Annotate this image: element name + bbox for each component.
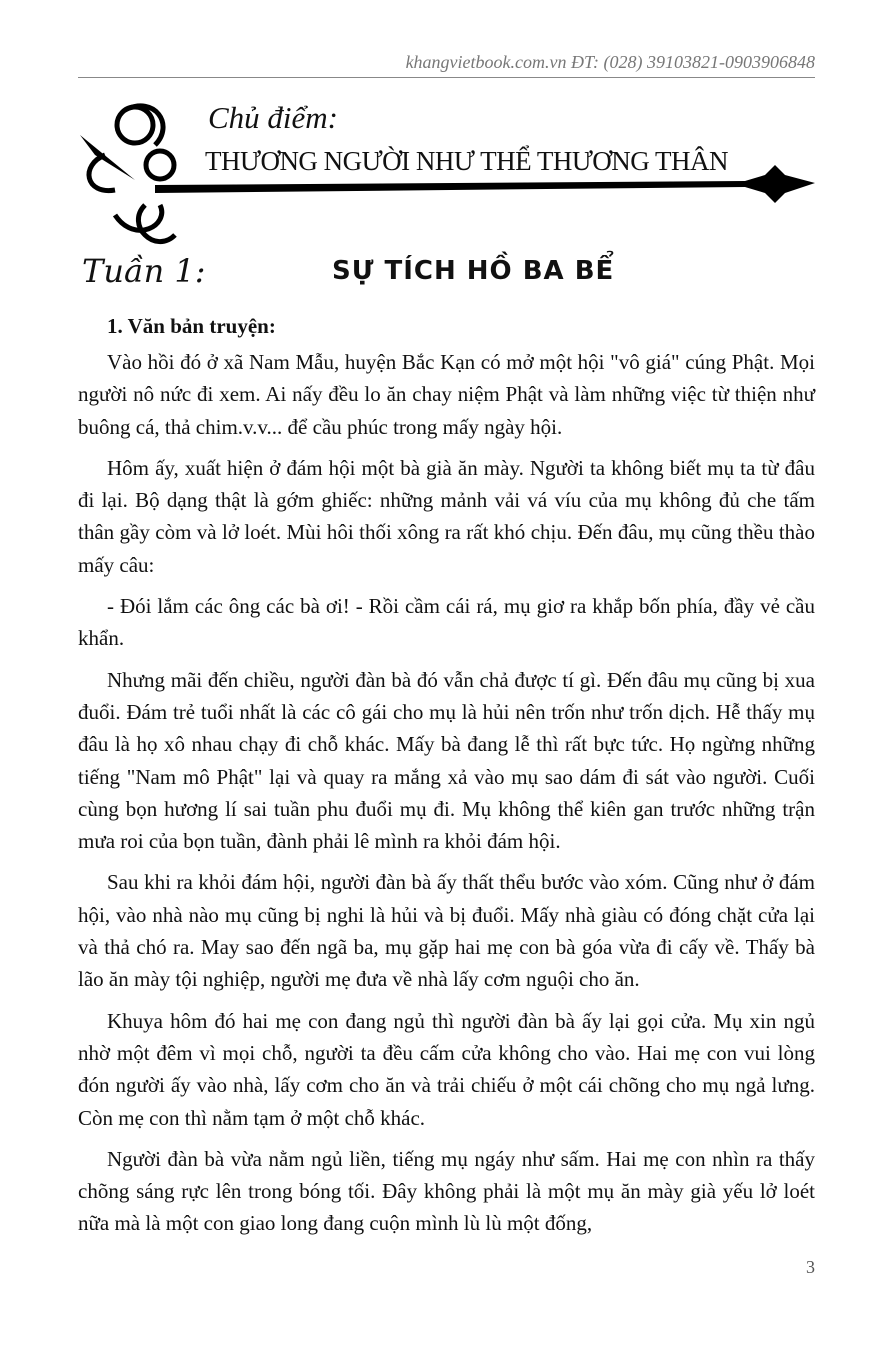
- page-number: 3: [806, 1257, 815, 1277]
- paragraph: Người đàn bà vừa nằm ngủ liền, tiếng mụ ngáy như sấm. Hai mẹ con nhìn ra thấy chõng sáng rực lên trong bóng tối. Đây không phải là một mụ ăn mày già yếu lở loét nữa mà là một con giao long đang cuộn mình lù lù một đống,: [78, 1146, 815, 1236]
- paragraph: Vào hồi đó ở xã Nam Mẫu, huyện Bắc Kạn có mở một hội "vô giá" cúng Phật. Mọi người nô nức đi xem. Ai nấy đều lo ăn chay niệm Phật và làm những việc từ thiện như buông cá, thả chim.v.v... để cầu phúc trong mấy ngày hội.: [78, 350, 815, 439]
- page-header: khangvietbook.com.vn ĐT: (028) 39103821-0903906848: [78, 52, 815, 78]
- paragraph: Khuya hôm đó hai mẹ con đang ngủ thì người đàn bà ấy lại gọi cửa. Mụ xin ngủ nhờ một đêm vì mọi chỗ, người ta đều cấm cửa không cho vào. Hai mẹ con vui lòng đón người ấy vào nhà, lấy cơm cho ăn và trải chiếu ở một cái chõng cho mụ ngả lưng. Còn mẹ con thì nằm tạm ở một chỗ khác.: [78, 1008, 815, 1130]
- paragraph: Hôm ấy, xuất hiện ở đám hội một bà già ăn mày. Người ta không biết mụ ta từ đâu đi lại. Bộ dạng thật là gớm ghiếc: những mảnh vải vá víu của mụ không đủ che tấm thân gầy còm và lở loét. Mùi hôi thối xông ra rất khó chịu. Đến đâu, mụ cũng thều thào mấy câu:: [78, 455, 815, 577]
- story-title: SỰ TÍCH HỒ BA BỂ: [332, 256, 615, 286]
- paragraph: Nhưng mãi đến chiều, người đàn bà đó vẫn chả được tí gì. Đến đâu mụ cũng bị xua đuổi. Đám trẻ tuổi nhất là các cô gái cho mụ là hủi nên trốn như trốn dịch. Hễ thấy mụ đâu là họ xô nhau chạy đi chỗ khác. Mấy bà đang lễ thì rất bực tức. Họ ngừng những tiếng "Nam mô Phật" lại và quay ra mắng xả vào mụ sao dám đi sát vào người. Cuối cùng bọn hương lí sai tuần phu đuổi mụ đi. Mụ không thể kiên gan trước những trận mưa roi của bọn tuần, đành phải lê mình ra khỏi đám hội.: [78, 667, 815, 854]
- section-heading: 1. Văn bản truyện:: [107, 314, 276, 338]
- paragraph: - Đói lắm các ông các bà ơi! - Rồi cầm cái rá, mụ giơ ra khắp bốn phía, đầy vẻ cầu khẩn.: [78, 594, 815, 651]
- story-body: [78, 310, 815, 1249]
- week-label: Tuần 1:: [82, 252, 206, 290]
- paragraph: Sau khi ra khỏi đám hội, người đàn bà ấy thất thểu bước vào xóm. Cũng như ở đám hội, vào nhà nào mụ cũng bị nghi là hủi và bị đuổi. Mấy nhà giàu có đóng chặt cửa lại và thả chó ra. May sao đến ngã ba, mụ gặp hai mẹ con bà góa vừa đi cấy về. Thấy bà lão ăn mày tội nghiệp, người mẹ đưa về nhà lấy cơm nguội cho ăn.: [78, 870, 815, 992]
- chapter-theme: THƯƠNG NGƯỜI NHƯ THỂ THƯƠNG THÂN: [205, 146, 729, 176]
- chapter-label: Chủ điểm:: [208, 100, 339, 135]
